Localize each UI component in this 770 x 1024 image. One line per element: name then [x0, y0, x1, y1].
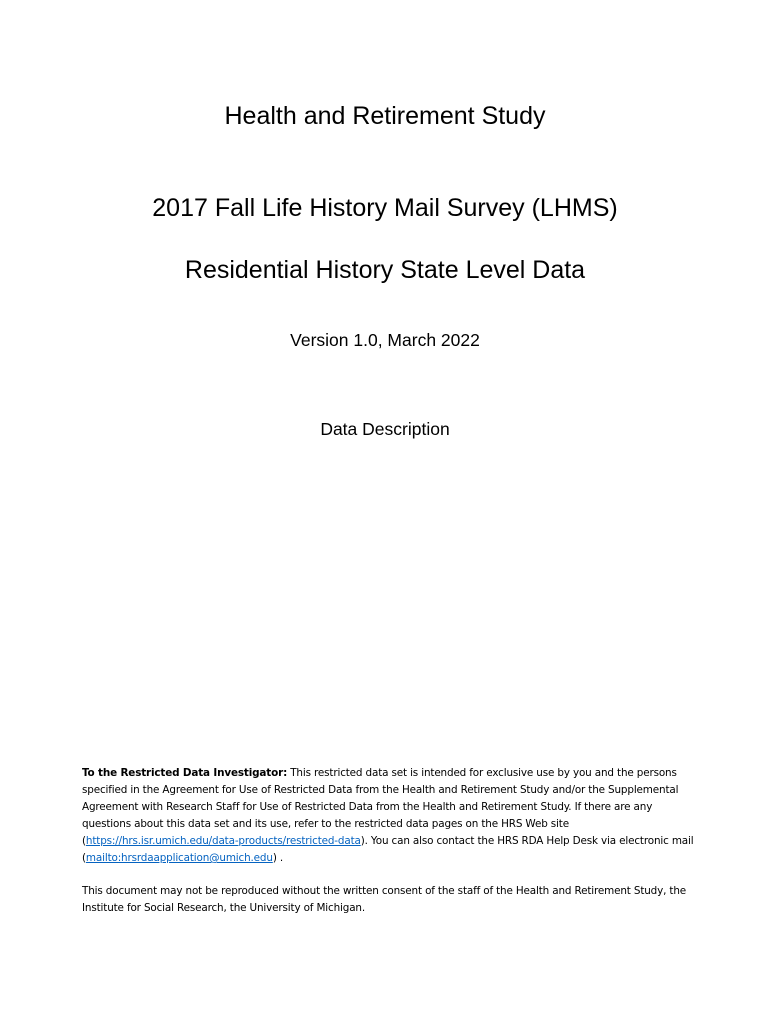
notice-body-part-2: ). You can also contact the HRS RDA Help Desk via electronic mail (	[82, 835, 694, 864]
notice-body-part-1: This restricted data set is intended for exclusive use by you and the persons specified in the Agreement for Use of Restricted Data from the Health and Retirement Study and/or the Supplemental Agreement with Research Staff for Use of Restricted Data from the Health and Retirement Study. If there are any questions about this data set and its use, refer to the restricted data pages on the HRS Web site (	[82, 767, 679, 847]
dataset-title: Residential History State Level Data	[184, 256, 586, 284]
restricted-data-notice	[82, 765, 702, 917]
version-label: Version 1.0, March 2022	[290, 330, 480, 350]
help-desk-email-link[interactable]: mailto:hrsrdaapplication@umich.edu	[85, 852, 273, 864]
copyright-notice-paragraph: This document may not be reproduced without the written consent of the staff of the Health and Retirement Study, the Institute for Social Research, the University of Michigan.	[82, 885, 687, 914]
notice-body-part-3: ) .	[272, 852, 284, 864]
document-type-label: Data Description	[320, 419, 450, 439]
study-title: Health and Retirement Study	[224, 102, 546, 130]
survey-title: 2017 Fall Life History Mail Survey (LHMS)	[152, 194, 618, 222]
investigator-notice-paragraph	[82, 765, 702, 867]
restricted-data-web-link[interactable]: https://hrs.isr.umich.edu/data-products/restricted-data	[85, 835, 361, 847]
notice-lead: To the Restricted Data Investigator:	[82, 767, 288, 779]
